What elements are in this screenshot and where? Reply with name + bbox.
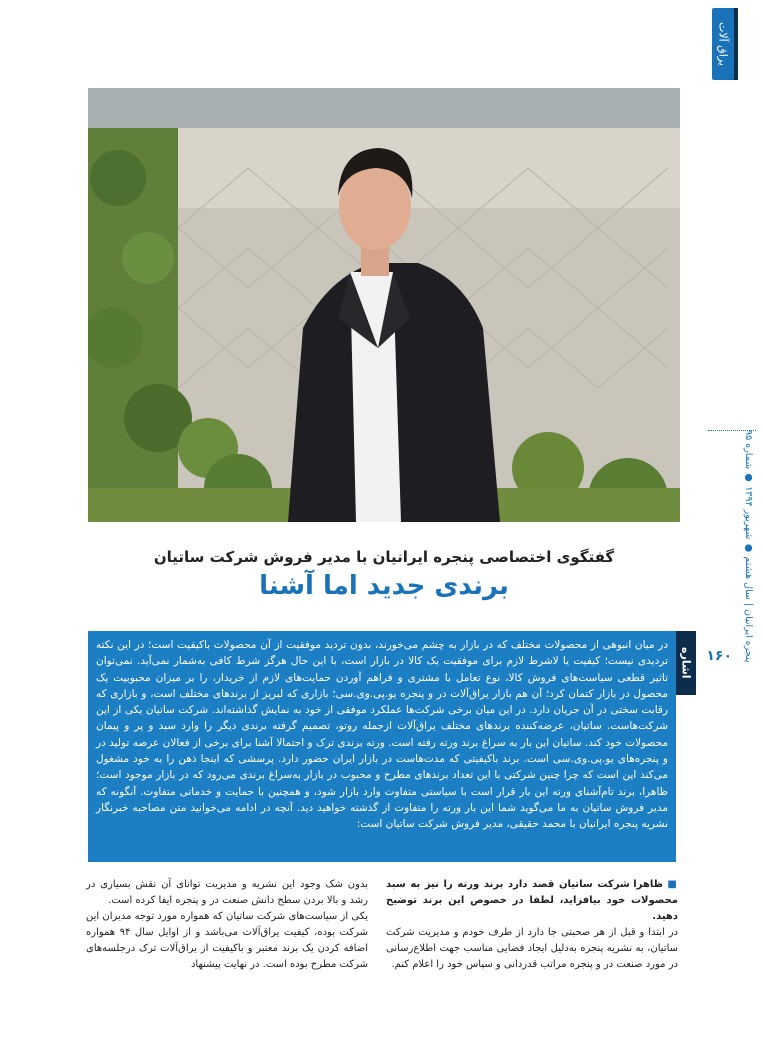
issue-meta: پنجره ایرانیان | سال هشتم ● شهریور ۱۳۹۴ ● شماره ۹۵ xyxy=(743,430,754,663)
paragraph: یکی از سیاست‌های شرکت ساتیان که همواره مورد توجه مدیران این شرکت بوده، کیفیت یراق‌آلات می‌باشد و از اوایل سال ۹۴ همواره اضافه کردن یک برند معتبر و باکیفیت از یراق‌آلات ترک درجلسه‌های شرکت مطرح بوده است. در نهایت پیشنهاد xyxy=(86,911,368,970)
intro-box-label: اشاره xyxy=(676,631,696,695)
question-text: ظاهرا شرکت ساتیان قصد دارد برند ورته را نیز به سبد محصولات خود بیافزاید، لطفا در خصوص این برند توضیح دهید. xyxy=(386,879,678,922)
article-title: برندی جدید اما آشنا xyxy=(259,571,509,601)
intro-text: در میان انبوهی از محصولات مختلف که در بازار به چشم می‌خورند، بدون تردید موفقیت از آن محصولات باکیفیت است؛ در این نکته تردیدی نیست؛ کیفیت یا لاشرط لازم برای موفقیت یک کالا در بازار است، با این حال هرگز شرط کافی به‌شمار نمی‌آید. نمی‌توان تاثیر قطعی سیاست‌های فروش کالا، نوع تعامل با مشتری و فراهم آوردن حمایت‌های لازم از خریدار، را بر میزان محبوبیت یک محصول در بازار کتمان کرد؛ آن هم بازار یراق‌آلات در و پنجره یو.پی.وی.سی؛ بازاری که لبریز از برندهای مختلف است، و بازاری که رقابت سختی در آن جریان دارد. در این میان برخی شرکت‌ها عملکرد موفقی از خود به نمایش گذاشته‌اند. شرکت ساتیان یکی از این شرکت‌هاست. ساتیان، عرضه‌کننده برندهای مختلف یراق‌آلات ازجمله روتو، تصمیم گرفته برندی دیگر را وارد سبد و پر و پیمان محصولات خود کند. ساتیان این بار به سراغ برند ورته رفته است. ورته برندی ترک و احتمالا آشنا برای برخی از فعالان عرصه تولید در و پنجره‌های یو.پی.وی.سی است. برند باکیفیتی که مدت‌هاست در بازار ایران حضور دارد. پرسشی که اینجا ذهن را به خود مشغول می‌کند این است که چرا چنین شرکتی با این تعداد برندهای مطرح و محبوب در بازار به‌سراغ برندی می‌رود که در بازار موجود است؛ ظاهرا، برند تام‌آشنای ورته این بار قرار است با سیاستی متفاوت وارد بازار شود، و همچنین با حمایت و خدماتی متفاوت. آنگونه که مدیر فروش ساتیان به ما می‌گوید شما این بار ورته را متفاوت از گذشته خواهید دید. آنچه در ادامه می‌خوانید متن مصاحبه خبرنگار نشریه پنجره ایرانیان با محمد حقیقی، مدیر فروش شرکت ساتیان است: xyxy=(96,639,668,831)
question-paragraph xyxy=(386,877,678,925)
section-tab: یراق آلات xyxy=(712,8,734,80)
article-subtitle: گفتگوی اختصاصی پنجره ایرانیان با مدیر فروش شرکت ساتیان xyxy=(153,548,615,566)
column-right xyxy=(386,877,678,973)
answer-text: در ابتدا و قبل از هر صحبتی جا دارد از طرف خودم و مدیریت شرکت ساتیان، به نشریه پنجره به‌دلیل ایجاد فضایی مناسب جهت اطلاع‌رسانی در مورد صنعت در و پنجره مراتب قدردانی و سپاس خود را اعلام کنم. xyxy=(386,927,678,970)
page-number: ۱۶۰ xyxy=(706,648,732,664)
paragraph: بدون شک وجود این نشریه و مدیریت توانای آن نقش بسیاری در رشد و بالا بردن سطح دانش صنعت در و پنجره ایفا کرده است. xyxy=(86,879,368,906)
article-photo xyxy=(88,88,680,522)
bullet-icon: ■ xyxy=(667,879,678,890)
column-left xyxy=(86,877,368,973)
